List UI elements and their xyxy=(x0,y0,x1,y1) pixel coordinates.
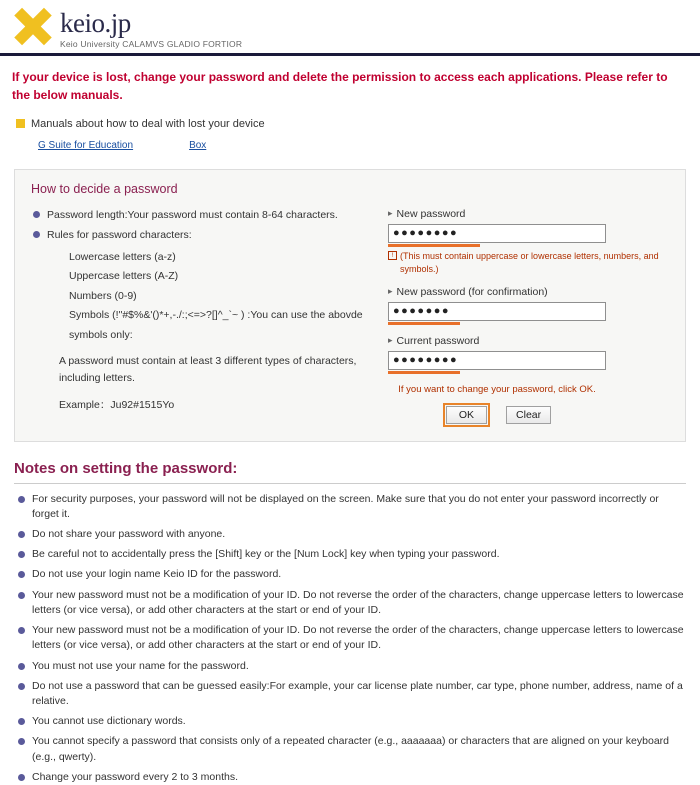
lost-device-alert: If your device is lost, change your password and delete the permission to access each applications. Please refer to the below manuals. xyxy=(12,69,668,102)
new-password-field-block xyxy=(388,208,671,276)
new-password-strength-bar xyxy=(388,244,480,247)
note-text: You cannot specify a password that consists only of a repeated character (e.g., aaaaaaa) or characters that are aligned on your keyboard (e.g., qwerty). xyxy=(32,735,669,763)
chevron-right-icon: ▸ xyxy=(388,335,393,346)
new-password-input[interactable] xyxy=(388,224,606,243)
bullet-dot-icon xyxy=(18,531,25,538)
square-bullet-icon xyxy=(16,119,25,128)
char-rule-lowercase: Lowercase letters (a-z) xyxy=(69,250,176,263)
note-text: Your new password must not be a modification of your ID. Do not reverse the order of the characters, change uppercase letters to lowercase letters (or vice versa), or add other characters at the start or end of your ID. xyxy=(32,624,684,652)
rule-characters-text: Rules for password characters: xyxy=(47,228,192,241)
list-item xyxy=(18,623,686,653)
current-password-label xyxy=(388,335,671,347)
site-subtitle: Keio University CALAMVS GLADIO FORTIOR xyxy=(60,39,243,49)
confirm-password-label xyxy=(388,286,671,298)
list-item xyxy=(18,679,686,709)
list-item xyxy=(18,588,686,618)
bullet-dot-icon xyxy=(18,683,25,690)
list-item xyxy=(18,492,686,522)
notes-title: Notes on setting the password: xyxy=(14,459,238,477)
list-item xyxy=(18,567,686,582)
list-item xyxy=(18,770,686,785)
confirm-password-field-block xyxy=(388,286,671,325)
bullet-dot-icon xyxy=(33,231,40,238)
char-rule-symbols: Symbols (!"#$%&'()*+,-./:;<=>?[]^_`~ ) :You can use the abovde xyxy=(69,309,363,322)
current-password-field-block xyxy=(388,335,671,374)
password-rules xyxy=(29,208,384,427)
note-text: You cannot use dictionary words. xyxy=(32,715,186,728)
submit-hint: If you want to change your password, click OK. xyxy=(398,383,596,395)
bullet-dot-icon xyxy=(18,663,25,670)
manuals-label: Manuals about how to deal with lost your device xyxy=(31,117,265,130)
rule-item xyxy=(33,228,384,242)
site-header xyxy=(0,0,700,56)
password-form xyxy=(384,208,671,427)
new-password-label-text: New password xyxy=(396,207,466,220)
list-item xyxy=(18,659,686,674)
bullet-dot-icon xyxy=(18,738,25,745)
panel-title: How to decide a password xyxy=(31,181,178,196)
manual-links xyxy=(0,130,700,151)
note-text: Do not use a password that can be guessed easily:For example, your car license plate number, car type, phone number, address, name of a relative. xyxy=(32,679,683,707)
clear-button[interactable]: Clear xyxy=(506,406,551,424)
note-text: Do not use your login name Keio ID for the password. xyxy=(32,568,282,581)
ok-button[interactable]: OK xyxy=(446,406,487,424)
bullet-dot-icon xyxy=(33,211,40,218)
keio-x-logo-icon xyxy=(14,8,52,46)
bullet-dot-icon xyxy=(18,774,25,781)
chevron-right-icon: ▸ xyxy=(388,286,393,297)
note-text: Do not share your password with anyone. xyxy=(32,528,226,541)
char-rule-numbers: Numbers (0-9) xyxy=(69,289,137,302)
confirm-password-input[interactable] xyxy=(388,302,606,321)
link-gsuite-for-education[interactable]: G Suite for Education xyxy=(38,139,134,151)
bullet-dot-icon xyxy=(18,551,25,558)
bullet-dot-icon xyxy=(18,718,25,725)
notes-list xyxy=(0,484,700,785)
bullet-dot-icon xyxy=(18,592,25,599)
form-buttons xyxy=(388,403,606,427)
rule-length-text: Password length:Your password must contain 8-64 characters. xyxy=(47,208,338,221)
char-rule-symbols-cont: symbols only: xyxy=(69,328,133,341)
current-password-input[interactable] xyxy=(388,351,606,370)
char-rule-uppercase: Uppercase letters (A-Z) xyxy=(69,270,179,283)
current-password-label-text: Current password xyxy=(396,334,480,347)
bullet-dot-icon xyxy=(18,496,25,503)
list-item xyxy=(18,714,686,729)
rule-example: Example：Ju92#1515Yo xyxy=(59,398,175,411)
link-box[interactable]: Box xyxy=(189,139,207,151)
note-text: Change your password every 2 to 3 months. xyxy=(32,770,239,783)
confirm-password-label-text: New password (for confirmation) xyxy=(396,285,548,298)
note-text: You must not use your name for the password. xyxy=(32,659,249,672)
note-text: Your new password must not be a modification of your ID. Do not reverse the order of the characters, change uppercase letters to lowercase letters (or vice versa), or add other characters at the start or end of your ID. xyxy=(32,588,684,616)
note-text: For security purposes, your password will not be displayed on the screen. Make sure that you do not enter your password incorrectly or forget it. xyxy=(32,492,659,520)
password-panel xyxy=(14,169,686,442)
current-password-strength-bar xyxy=(388,371,460,374)
confirm-password-strength-bar xyxy=(388,322,460,325)
chevron-right-icon: ▸ xyxy=(388,208,393,218)
list-item xyxy=(18,547,686,562)
bullet-dot-icon xyxy=(18,571,25,578)
note-text: Be careful not to accidentally press the [Shift] key or the [Num Lock] key when typing your password. xyxy=(32,548,500,561)
site-title: keio.jp xyxy=(60,8,131,38)
rule-item xyxy=(33,208,384,222)
bullet-dot-icon xyxy=(18,627,25,634)
new-password-hint-text: (This must contain uppercase or lowercase letters, numbers, and symbols.) xyxy=(400,250,659,274)
site-branding xyxy=(60,8,242,49)
ok-button-highlight xyxy=(443,403,490,427)
list-item xyxy=(18,734,686,764)
new-password-hint xyxy=(388,250,671,276)
new-password-label xyxy=(388,208,671,220)
warning-icon: ! xyxy=(388,251,397,260)
manuals-heading xyxy=(0,110,700,130)
rule-note-types: A password must contain at least 3 different types of characters, including letters. xyxy=(59,354,357,384)
list-item xyxy=(18,527,686,542)
